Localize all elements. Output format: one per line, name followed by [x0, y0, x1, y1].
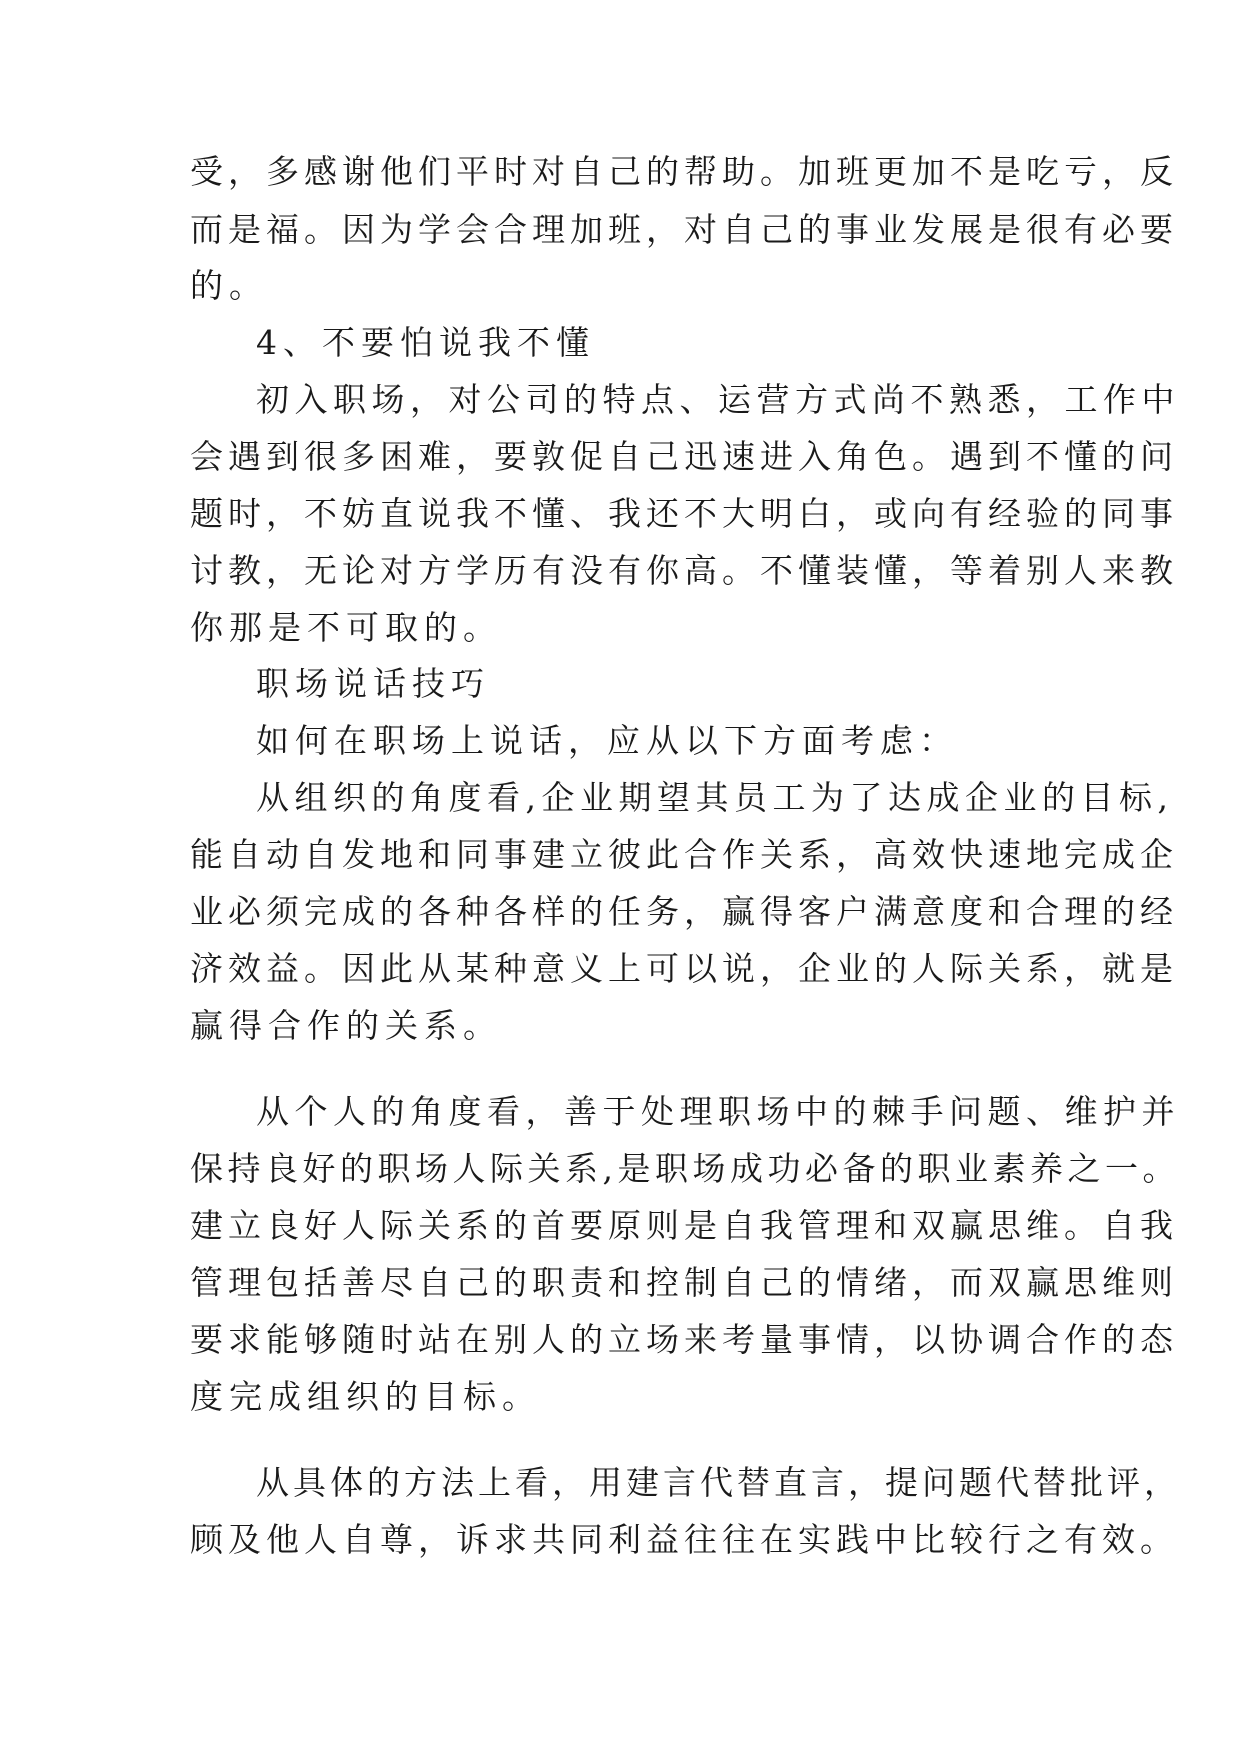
text-line: 题时，不妨直说我不懂、我还不大明白，或向有经验的同事	[190, 494, 1178, 533]
text-line: 保持良好的职场人际关系,是职场成功必备的职业素养之一。	[190, 1149, 1180, 1188]
text-line: 讨教，无论对方学历有没有你高。不懂装懂，等着别人来教	[190, 551, 1178, 590]
text-line: 建立良好人际关系的首要原则是自我管理和双赢思维。自我	[190, 1206, 1178, 1245]
text-line: 的。	[190, 266, 268, 305]
text-line: 顾及他人自尊，诉求共同利益往往在实践中比较行之有效。	[190, 1520, 1178, 1559]
text-line: 如何在职场上说话，应从以下方面考虑：	[256, 721, 958, 760]
text-line: 能自动自发地和同事建立彼此合作关系，高效快速地完成企	[190, 835, 1178, 874]
text-line: 你那是不可取的。	[190, 608, 502, 647]
text-line: 会遇到很多困难，要敦促自己迅速进入角色。遇到不懂的问	[190, 437, 1178, 476]
text-line: 济效益。因此从某种意义上可以说，企业的人际关系，就是	[190, 949, 1178, 988]
text-line: 受，多感谢他们平时对自己的帮助。加班更加不是吃亏，反	[190, 152, 1178, 191]
text-line: 赢得合作的关系。	[190, 1006, 502, 1045]
text-line: 从具体的方法上看，用建言代替直言，提问题代替批评，	[256, 1463, 1181, 1502]
text-line: 管理包括善尽自己的职责和控制自己的情绪，而双赢思维则	[190, 1263, 1178, 1302]
text-line: 而是福。因为学会合理加班，对自己的事业发展是很有必要	[190, 210, 1178, 249]
text-line: 度完成组织的目标。	[190, 1377, 541, 1416]
section-heading: 职场说话技巧	[256, 664, 490, 703]
text-line: 要求能够随时站在别人的立场来考量事情，以协调合作的态	[190, 1320, 1178, 1359]
text-line: 业必须完成的各种各样的任务，赢得客户满意度和合理的经	[190, 892, 1178, 931]
text-line: 从个人的角度看，善于处理职场中的棘手问题、维护并	[256, 1092, 1180, 1131]
text-line: 初入职场，对公司的特点、运营方式尚不熟悉，工作中	[256, 380, 1180, 419]
section-heading: 4、不要怕说我不懂	[256, 323, 595, 362]
text-line: 从组织的角度看,企业期望其员工为了达成企业的目标,	[256, 778, 1174, 817]
